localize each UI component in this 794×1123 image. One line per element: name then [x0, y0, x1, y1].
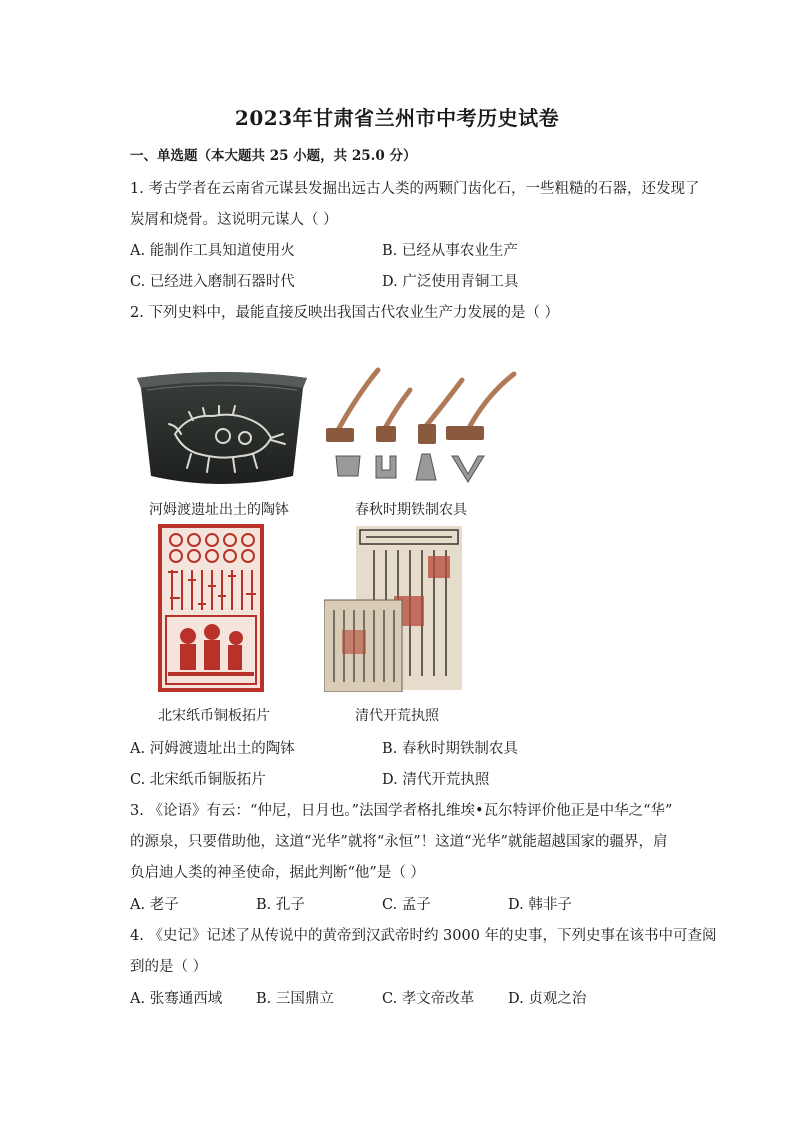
q1-option-b[interactable]: B. 已经从事农业生产: [382, 243, 518, 259]
q2-stem-line-1: 2. 下列史料中，最能直接反映出我国古代农业生产力发展的是（ ）: [130, 305, 560, 321]
q3-option-a[interactable]: A. 老子: [130, 897, 179, 913]
figure-caption-pottery: 河姆渡遗址出土的陶钵: [149, 502, 289, 518]
land-reclamation-license-image: [324, 526, 464, 692]
page-title: 2023年甘肃省兰州市中考历史试卷: [234, 106, 560, 130]
q1-option-c[interactable]: C. 已经进入磨制石器时代: [130, 274, 295, 290]
q4-option-a[interactable]: A. 张骞通西域: [130, 991, 223, 1007]
q1-stem-line-1: 1. 考古学者在云南省元谋县发掘出远古人类的两颗门齿化石，一些粗糙的石器，还发现了: [130, 181, 700, 197]
q4-option-d[interactable]: D. 贞观之治: [508, 991, 587, 1007]
pottery-bowl-image: [133, 368, 311, 492]
iron-farm-tools-image: [318, 364, 518, 492]
q4-option-c[interactable]: C. 孝文帝改革: [382, 991, 475, 1007]
q3-stem-line-1: 3. 《论语》有云：“仲尼，日月也。”法国学者格扎维埃•瓦尔特评价他正是中华之“华”: [130, 803, 673, 819]
figure-caption-license: 清代开荒执照: [355, 708, 439, 724]
q3-stem-line-3: 负启迪人类的神圣使命，据此判断“他”是（ ）: [130, 865, 425, 881]
figure-caption-paper-money: 北宋纸币铜板拓片: [158, 708, 270, 724]
q4-stem-line-2: 到的是（ ）: [130, 959, 208, 975]
q1-option-d[interactable]: D. 广泛使用青铜工具: [382, 274, 519, 290]
q3-stem-line-2: 的源泉，只要借助他，这道“光华”就将“永恒”！这道“光华”就能超越国家的疆界，肩: [130, 834, 668, 850]
q3-option-d[interactable]: D. 韩非子: [508, 897, 572, 913]
section-heading: 一、单选题（本大题共 25 小题，共 25.0 分）: [130, 148, 417, 164]
q2-option-d[interactable]: D. 清代开荒执照: [382, 772, 490, 788]
q4-option-b[interactable]: B. 三国鼎立: [256, 991, 334, 1007]
q1-stem-line-2: 炭屑和烧骨。这说明元谋人（ ）: [130, 212, 338, 228]
q3-option-b[interactable]: B. 孔子: [256, 897, 305, 913]
q2-option-a[interactable]: A. 河姆渡遗址出土的陶钵: [130, 741, 295, 757]
q1-option-a[interactable]: A. 能制作工具知道使用火: [130, 243, 295, 259]
q3-option-c[interactable]: C. 孟子: [382, 897, 431, 913]
q2-option-b[interactable]: B. 春秋时期铁制农具: [382, 741, 518, 757]
q4-stem-line-1: 4. 《史记》记述了从传说中的黄帝到汉武帝时约 3000 年的史事，下列史事在该书中可查阅: [130, 928, 717, 944]
paper-money-rubbing-image: [158, 524, 264, 692]
figure-caption-iron-tools: 春秋时期铁制农具: [355, 502, 467, 518]
q2-option-c[interactable]: C. 北宋纸币铜版拓片: [130, 772, 266, 788]
